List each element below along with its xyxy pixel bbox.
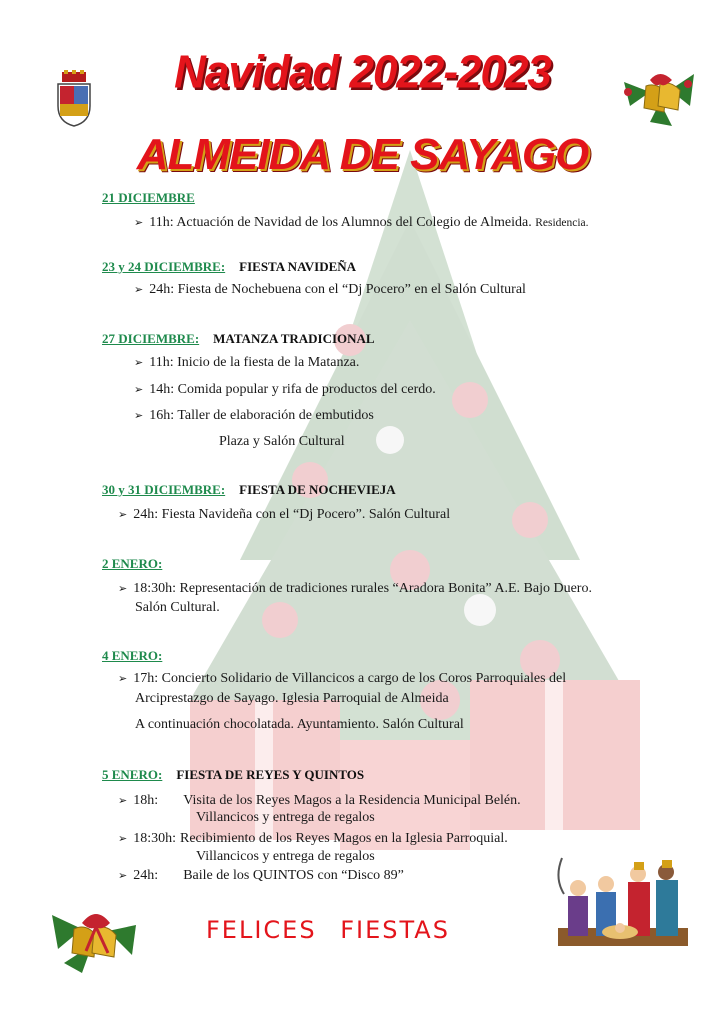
arrowhead-bullet-icon: ➢ — [134, 217, 144, 229]
village-title: ALMEIDA DE SAYAGO — [136, 130, 589, 179]
arrowhead-bullet-icon: ➢ — [118, 583, 128, 595]
section-27-diciembre — [102, 331, 375, 347]
location-note: Plaza y Salón Cultural — [219, 434, 345, 449]
list-item: ➢ 14h: Comida popular y rifa de productos del cerdo. — [134, 382, 436, 397]
arrowhead-bullet-icon: ➢ — [118, 795, 128, 807]
item-sub: Villancicos y entrega de regalos — [196, 849, 375, 864]
arrowhead-bullet-icon: ➢ — [134, 384, 144, 396]
section-date: 2 ENERO: — [102, 556, 163, 571]
item-continuation: Arciprestazgo de Sayago. Iglesia Parroquial de Almeida — [135, 691, 449, 706]
list-item: ➢ 11h: Inicio de la fiesta de la Matanza. — [134, 355, 360, 370]
section-date: 23 y 24 DICIEMBRE: — [102, 259, 226, 274]
section-title: FIESTA NAVIDEÑA — [239, 259, 357, 274]
footer-greeting: FELICES FIESTAS — [206, 916, 450, 944]
list-item: ➢ 18:30h: Representación de tradiciones rurales “Aradora Bonita” A.E. Bajo Duero. — [118, 581, 592, 596]
section-23-24-diciembre — [102, 259, 356, 275]
section-date: 27 DICIEMBRE: — [102, 331, 200, 346]
extra-note: A continuación chocolatada. Ayuntamiento. Salón Cultural — [135, 717, 464, 732]
page-title: Navidad 2022-2023 — [174, 46, 551, 99]
arrowhead-bullet-icon: ➢ — [118, 509, 128, 521]
section-title: MATANZA TRADICIONAL — [213, 331, 375, 346]
arrowhead-bullet-icon: ➢ — [118, 870, 128, 882]
section-date: 21 DICIEMBRE — [102, 190, 195, 205]
section-4-enero — [102, 648, 162, 664]
list-item: ➢ 18h: Visita de los Reyes Magos a la Residencia Municipal Belén. — [118, 793, 521, 808]
arrowhead-bullet-icon: ➢ — [134, 410, 144, 422]
section-date: 4 ENERO: — [102, 648, 163, 663]
section-5-enero — [102, 767, 364, 783]
location-note: Salón Cultural. — [135, 600, 220, 615]
list-item: ➢ 18:30h: Recibimiento de los Reyes Magos en la Iglesia Parroquial. — [118, 831, 508, 846]
arrowhead-bullet-icon: ➢ — [134, 284, 144, 296]
list-item: ➢ 11h: Actuación de Navidad de los Alumnos del Colegio de Almeida. Residencia. — [134, 215, 589, 230]
nativity-scene-icon — [548, 848, 698, 950]
list-item: ➢ 24h: Fiesta de Nochebuena con el “Dj Pocero” en el Salón Cultural — [134, 282, 526, 297]
section-title: FIESTA DE NOCHEVIEJA — [239, 482, 396, 497]
list-item: ➢ 24h: Baile de los QUINTOS con “Disco 89” — [118, 868, 404, 883]
item-sub: Villancicos y entrega de regalos — [196, 810, 375, 825]
list-item: ➢ 17h: Concierto Solidario de Villancicos a cargo de los Coros Parroquiales del — [118, 671, 567, 686]
section-date: 30 y 31 DICIEMBRE: — [102, 482, 226, 497]
list-item: ➢ 24h: Fiesta Navideña con el “Dj Pocero”. Salón Cultural — [118, 507, 451, 522]
section-2-enero — [102, 556, 162, 572]
section-21-diciembre — [102, 190, 195, 206]
arrowhead-bullet-icon: ➢ — [118, 833, 128, 845]
section-date: 5 ENERO: — [102, 767, 163, 782]
christmas-bells-icon — [52, 895, 140, 975]
section-title: FIESTA DE REYES Y QUINTOS — [176, 767, 365, 782]
arrowhead-bullet-icon: ➢ — [134, 357, 144, 369]
christmas-tree-background — [150, 140, 670, 860]
section-30-31-diciembre — [102, 482, 396, 498]
list-item: ➢ 16h: Taller de elaboración de embutidos — [134, 408, 374, 423]
arrowhead-bullet-icon: ➢ — [118, 673, 128, 685]
